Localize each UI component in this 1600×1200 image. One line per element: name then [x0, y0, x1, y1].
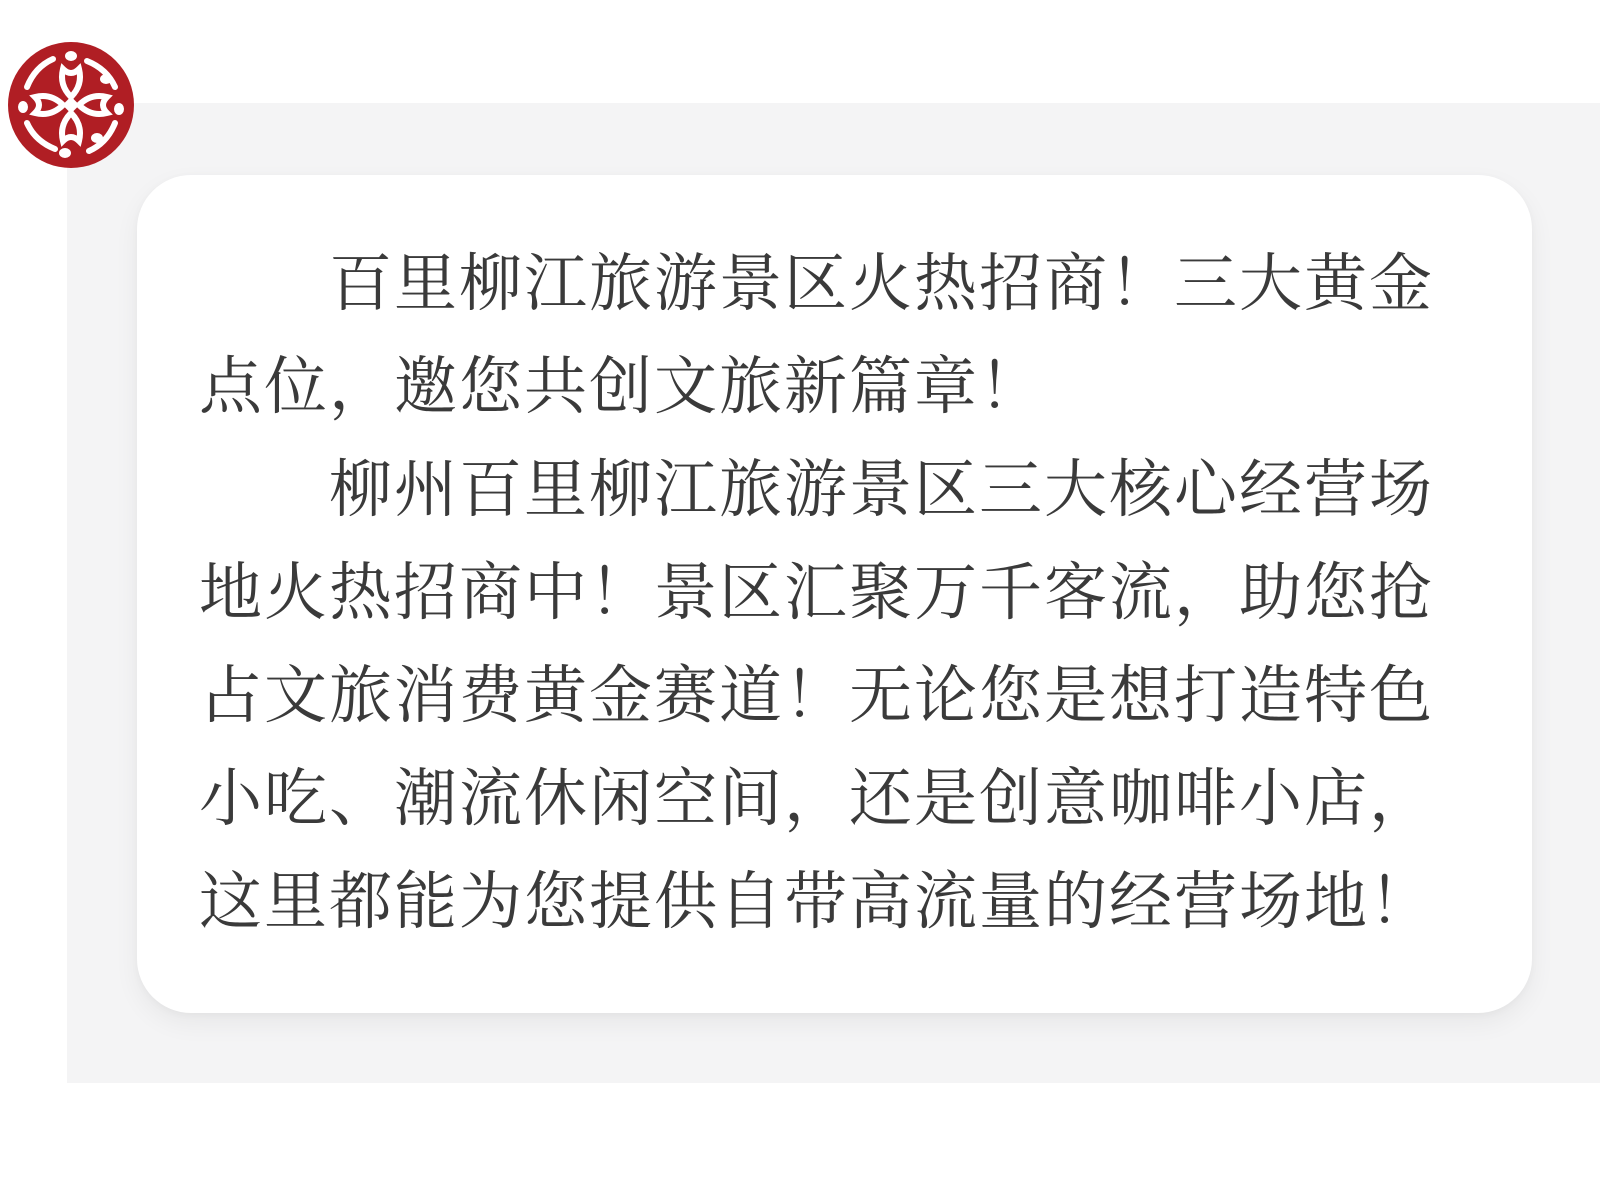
message-line: 柳州百里柳江旅游景区三大核心经营场: [199, 455, 1434, 525]
message-text: [199, 233, 1470, 954]
message-line: 这里都能为您提供自带高流量的经营场地！: [199, 867, 1434, 937]
message-line: 占文旅消费黄金赛道！无论您是想打造特色: [199, 661, 1434, 731]
message-line: 小吃、潮流休闲空间，还是创意咖啡小店，: [199, 764, 1434, 834]
message-line: 点位，邀您共创文旅新篇章！: [199, 352, 1044, 422]
message-line: 地火热招商中！景区汇聚万千客流，助您抢: [199, 558, 1434, 628]
seal-flower-emblem-icon: [7, 41, 135, 169]
message-line: 百里柳江旅游景区火热招商！三大黄金: [199, 249, 1434, 319]
sender-avatar[interactable]: [7, 41, 135, 169]
message-bubble[interactable]: [137, 175, 1532, 1013]
